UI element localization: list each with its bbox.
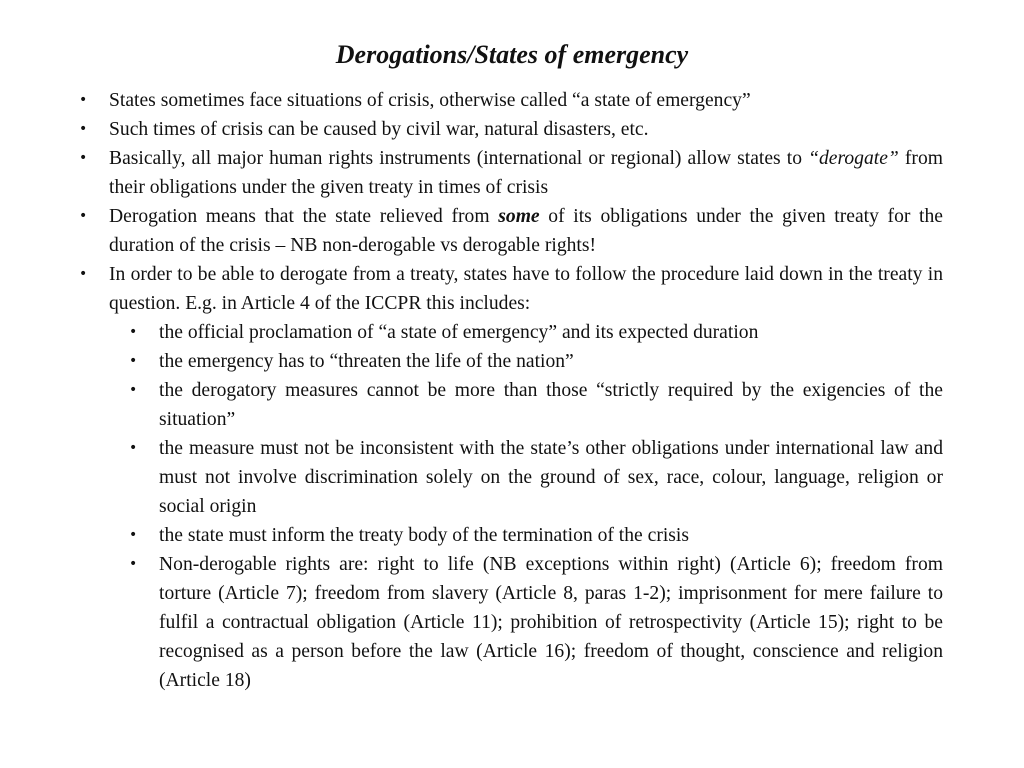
slide-content — [68, 86, 943, 695]
sub-bullet-icon: • — [129, 556, 138, 572]
sub-bullet-text: Non-derogable rights are: right to life (NB exceptions within right) (Article 6); freedom from torture (Article 7); freedom from slavery (Article 8, paras 1-2); imprisonment for mere failure to fulfil a contractual obligation (Article 11); prohibition of retrospectivity (Article 15); right to be recognised as a person before the law (Article 16); freedom of thought, conscience and religion (Article 18) — [159, 554, 943, 691]
bullet-text: Such times of crisis can be caused by civil war, natural disasters, etc. — [109, 119, 649, 140]
sub-bullet-icon: • — [129, 527, 138, 543]
sub-bullet-item — [68, 318, 943, 347]
sub-bullet-text: the state must inform the treaty body of the termination of the crisis — [159, 525, 689, 546]
bullet-item — [68, 86, 943, 115]
bullet-icon: • — [79, 208, 88, 224]
bullet-item — [68, 115, 943, 144]
bullet-text: In order to be able to derogate from a treaty, states have to follow the procedure laid down in the treaty in question. E.g. in Article 4 of the ICCPR this includes: — [109, 264, 943, 314]
sub-bullet-icon: • — [129, 353, 138, 369]
sub-bullet-item — [68, 434, 943, 521]
sub-bullet-item — [68, 521, 943, 550]
sub-bullet-list — [68, 318, 943, 695]
sub-bullet-text: the measure must not be inconsistent with the state’s other obligations under international law and must not involve discrimination solely on the ground of sex, race, colour, language, religion or social origin — [159, 438, 943, 517]
derogate-emphasis: “derogate” — [808, 148, 899, 169]
bullet-item — [68, 260, 943, 695]
sub-bullet-icon: • — [129, 440, 138, 456]
bullet-text-before: Derogation means that the state relieved from — [109, 206, 499, 227]
sub-bullet-text: the official proclamation of “a state of emergency” and its expected duration — [159, 322, 759, 343]
slide-title: Derogations/States of emergency — [335, 40, 689, 69]
sub-bullet-item — [68, 376, 943, 434]
bullet-text-after: from their obligations under the given treaty in times of crisis — [109, 148, 943, 198]
sub-bullet-text: the derogatory measures cannot be more than those “strictly required by the exigencies of the situation” — [159, 380, 943, 430]
bullet-icon: • — [79, 121, 88, 137]
sub-bullet-icon: • — [129, 382, 138, 398]
bullet-item — [68, 202, 943, 260]
bullet-item — [68, 144, 943, 202]
bullet-text: States sometimes face situations of crisis, otherwise called “a state of emergency” — [109, 90, 751, 111]
sub-bullet-item — [68, 550, 943, 695]
bullet-list — [68, 86, 943, 695]
bullet-icon: • — [79, 92, 88, 108]
sub-bullet-text: the emergency has to “threaten the life of the nation” — [159, 351, 574, 372]
bullet-text-before: Basically, all major human rights instruments (international or regional) allow states to — [109, 148, 809, 169]
sub-bullet-icon: • — [129, 324, 138, 340]
bullet-icon: • — [79, 266, 88, 282]
bullet-text-after: of its obligations under the given treaty for the duration of the crisis – NB non-derogable vs derogable rights! — [109, 206, 943, 256]
sub-bullet-item — [68, 347, 943, 376]
some-emphasis: some — [498, 206, 540, 227]
bullet-icon: • — [79, 150, 88, 166]
